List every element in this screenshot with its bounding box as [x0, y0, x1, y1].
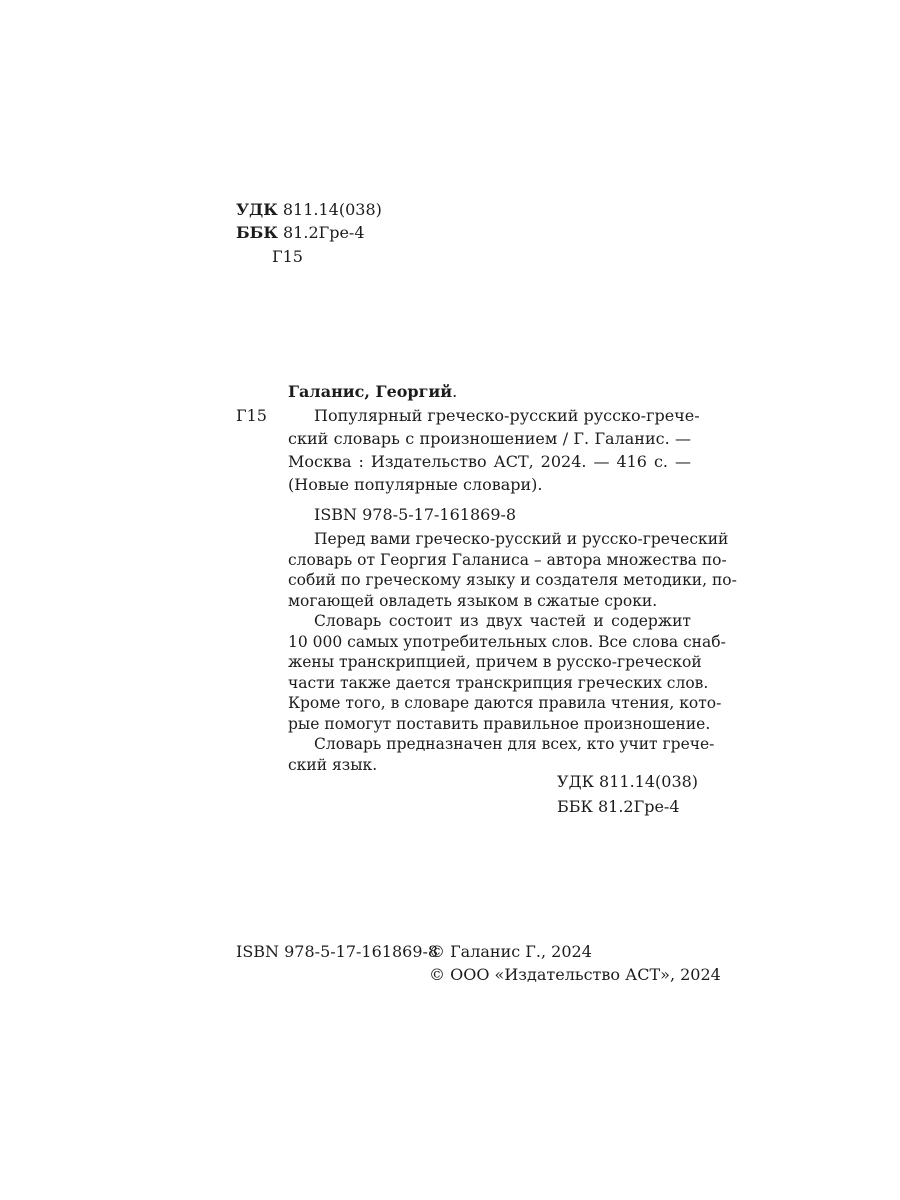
annotation-line: Словарь состоит из двух частей и содержит	[314, 612, 691, 630]
annotation-line: Словарь предназначен для всех, кто учит грече-	[314, 735, 715, 753]
annotation-line: ский язык.	[288, 755, 378, 774]
annotation-line: жены транскрипцией, причем в русско-греческой	[288, 653, 702, 671]
copyright-publisher: © ООО «Издательство АСТ», 2024	[429, 965, 721, 984]
isbn-record: ISBN 978-5-17-161869-8	[314, 505, 517, 524]
bbk-label: ББК	[236, 223, 278, 242]
bbk-value: 81.2Гре-4	[283, 223, 365, 242]
author-name: Галанис, Георгий	[288, 382, 453, 401]
annotation-line: Кроме того, в словаре даются правила чтения, кото-	[288, 694, 722, 712]
annotation-line: собий по греческому языку и создателя методики, по-	[288, 571, 737, 589]
annotation-line: словарь от Георгия Галаниса – автора множества по-	[288, 550, 727, 569]
annotation-line: Перед вами греческо-русский и русско-греческий	[314, 530, 729, 548]
bib-line: (Новые популярные словари).	[288, 475, 543, 494]
bibliographic-description	[288, 404, 700, 496]
bib-line: Популярный греческо-русский русско-грече-	[314, 406, 700, 425]
bib-line: ский словарь с произношением / Г. Галанис. —	[288, 429, 691, 448]
annotation-line: могающей овладеть языком в сжатые сроки.	[288, 591, 658, 610]
author-period: .	[452, 382, 458, 401]
bib-line: Москва : Издательство АСТ, 2024. — 416 с. —	[288, 452, 691, 471]
author-sign-top: Г15	[272, 247, 303, 266]
annotation-line: 10 000 самых употребительных слов. Все слова снаб-	[288, 632, 726, 651]
author-heading	[288, 381, 457, 403]
annotation	[288, 529, 737, 775]
udk-code-top	[236, 199, 382, 221]
bbk-code-bottom: ББК 81.2Гре-4	[557, 797, 680, 816]
annotation-line: части также дается транскрипция греческих слов.	[288, 673, 709, 692]
bbk-code-top	[236, 222, 365, 244]
isbn-footer: ISBN 978-5-17-161869-8	[236, 942, 439, 961]
udk-label: УДК	[236, 200, 278, 219]
udk-value: 811.14(038)	[282, 200, 382, 219]
copyright-author: © Галанис Г., 2024	[429, 942, 592, 961]
author-sign-record: Г15	[236, 406, 267, 425]
annotation-line: рые помогут поставить правильное произношение.	[288, 714, 711, 733]
udk-code-bottom: УДК 811.14(038)	[557, 772, 699, 791]
